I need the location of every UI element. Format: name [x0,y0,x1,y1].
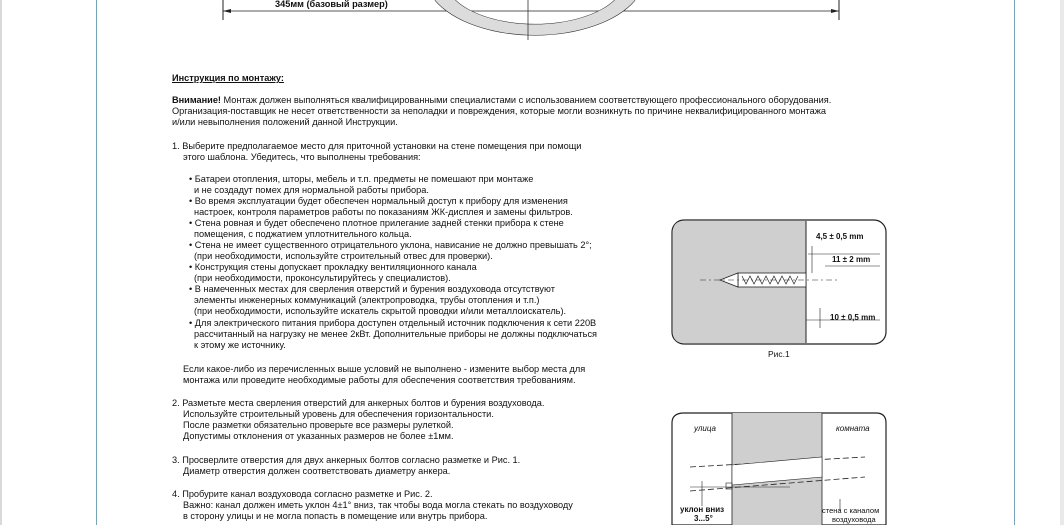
step2-line-4: Допустимы отклонения от указанных размеров не более ±1мм. [183,431,454,441]
fallback-line-1: Если какое-либо из перечисленных выше условий не выполнено - измените выбор места для [183,364,586,374]
bullet-line: • Стена не имеет существенного отрицательного уклона, нависание не должно превышать 2°; [189,240,592,250]
step2-line-2: Используйте строительный уровень для обеспечения горизонтальности. [183,409,494,419]
page-right-border [1014,0,1015,525]
step2-line-1: 2. Разметьте места сверления отверстий для анкерных болтов и бурения воздуховода. [172,398,545,408]
figure-2-wall-label-2: воздуховода [832,515,876,524]
bullet-line: к этому же источнику. [194,340,286,350]
top-dimension-label: 345мм (базовый размер) [272,0,391,10]
warning-line-3: и/или невыполнения положений данной Инструкции. [172,117,398,127]
bullet-line: (при необходимости, используйте строительный отвес для проверки). [194,251,493,261]
figure-2-slope-label-2: 3...5° [694,514,713,523]
fallback-line-2: монтажа или проведите необходимые работы для обеспечения соответствия требованиям. [183,375,576,385]
bullet-line: • Для электрического питания прибора доступен отдельный источник подключения к сети 220В [189,318,597,328]
warning-label: Внимание! [172,95,221,105]
instructions-heading: Инструкция по монтажу: [172,73,284,83]
ring-fill [435,0,635,35]
step4-line-3: в сторону улицы и не могла попасть в помещение или внутрь прибора. [183,511,488,521]
warning-line-1 [172,95,831,106]
page-left-border [96,0,97,525]
dim-c-label: 10 ± 0,5 mm [830,313,876,322]
step4-line-1: 4. Пробурите канал воздуховода согласно разметке и Рис. 2. [172,489,433,499]
dim-a-label: 4,5 ± 0,5 mm [816,232,864,241]
figure-2-wall-label-1: стена с каналом [822,506,880,515]
bullet-line: (при необходимости, проконсультируйтесь у специалистов). [194,273,451,283]
warning-text: Монтаж должен выполняться квалифицированными специалистами с использованием соответствующего профессионального оборудования. [220,95,832,105]
bullet-line: • Конструкция стены допускает прокладку вентиляционного канала [189,262,477,272]
figure-2-left-label: улица [694,424,716,433]
bullet-line: и не создадут помех для нормальной работы прибора. [194,185,429,195]
figure-2-slope-label-1: уклон вниз [680,505,725,514]
dimension-arrow-left [223,9,231,13]
bullet-line: элементы инженерных коммуникаций (электропроводка, трубы отопления и т.п.) [194,295,540,305]
bullet-line: (при необходимости, используйте искатель скрытой проводки и/или металлоискатель). [194,306,567,316]
step3-line-2: Диаметр отверстия должен соответствовать диаметру анкера. [183,466,451,476]
step2-line-3: После разметки обязательно проверьте все размеры рулеткой. [183,420,454,430]
dimension-arrow-right [831,9,839,13]
page-right-edge [1060,0,1064,525]
step3-line-1: 3. Просверлите отверстия для двух анкерных болтов согласно разметке и Рис. 1. [172,455,521,465]
step4-line-2: Важно: канал должен иметь уклон 4±1° вниз, так чтобы вода могла стекать по воздуховоду [183,500,573,510]
dim-b-label: 11 ± 2 mm [832,255,871,264]
step1-line-2: этого шаблона. Убедитесь, что выполнены требования: [183,152,421,162]
step1-line-1: 1. Выберите предполагаемое место для приточной установки на стене помещения при помощи [172,141,582,151]
bullet-line: • В намеченных местах для сверления отверстий и бурения воздуховода отсутствуют [189,284,555,294]
warning-line-2: Организация-поставщик не несет ответственности за неполадки и повреждения, которые могли возникнуть по причине неквалифицированного монтажа [172,106,826,116]
bullet-line: помещения, с поджатием уплотнительного кольца. [194,229,412,239]
figure-1-caption: Рис.1 [768,349,790,359]
page-left-edge [0,0,2,525]
bullet-line: настроек, контроля параметров работы по показаниям ЖК-дисплея и замены фильтров. [194,207,573,217]
figure-2-right-label: комната [836,424,870,433]
bullet-line: • Стена ровная и будет обеспечено плотное прилегание задней стенки прибора к стене [189,218,564,228]
bullet-line: • Во время эксплуатации будет обеспечен нормальный доступ к прибору для изменения [189,196,568,206]
bullet-line: рассчитанный на нагрузку не менее 2кВт. Дополнительные приборы не должны подключаться [194,329,598,339]
bullet-line: • Батареи отопления, шторы, мебель и т.п. предметы не помешают при монтаже [189,174,534,184]
